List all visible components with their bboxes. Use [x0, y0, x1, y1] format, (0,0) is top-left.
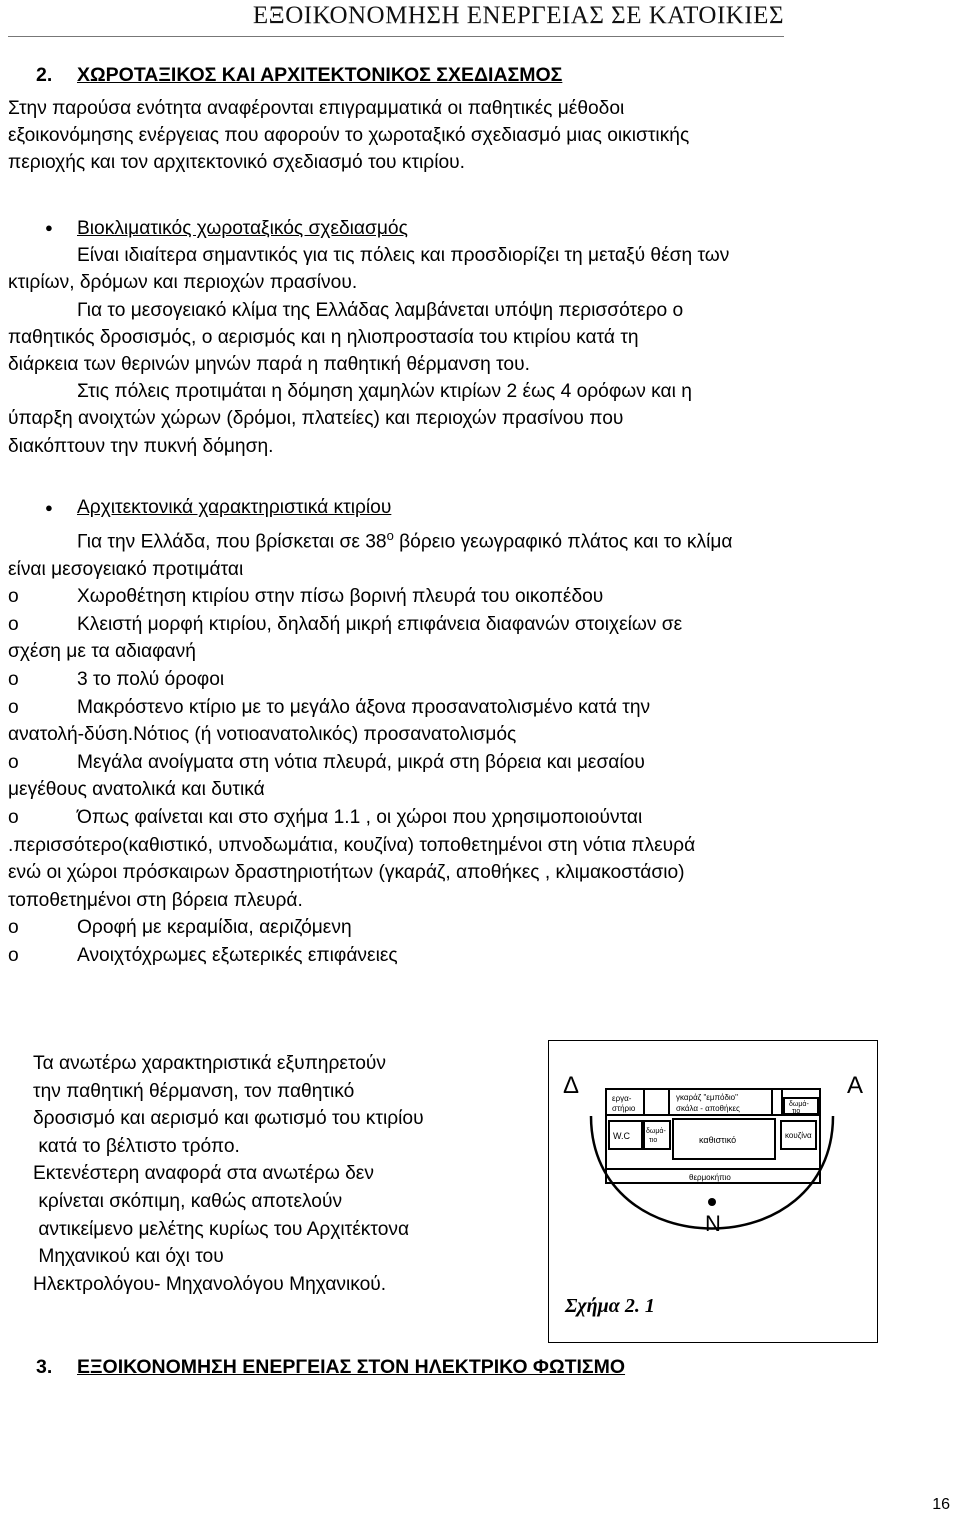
bullet-1-line: Είναι ιδιαίτερα σημαντικός για τις πόλεις και προσδιορίζει τη μεταξύ θέση των — [77, 245, 730, 267]
side-text-line: κρίνεται σκόπιμη, καθώς αποτελούν — [33, 1190, 343, 1212]
sub-item-cont: σχέση με τα αδιαφανή — [8, 641, 196, 663]
page-number: 16 — [932, 1496, 950, 1513]
intro-line: εξοικονόμησης ενέργειας που αφορούν το χωροταξικό σχεδιασμό μιας οικιστικής — [8, 125, 690, 147]
bullet-2 — [8, 494, 733, 969]
room-workshop-label: εργα- — [612, 1094, 632, 1103]
sub-item-text: Ανοιχτόχρωμες εξωτερικές επιφάνειες — [77, 944, 398, 966]
running-header: ΕΞΟΙΚΟΝΟΜΗΣΗ ΕΝΕΡΓΕΙΑΣ ΣΕ ΚΑΤΟΙΚΙΕΣ — [252, 2, 784, 29]
east-label: Α — [847, 1072, 864, 1099]
header-divider — [8, 36, 784, 37]
circle-marker: o — [8, 613, 19, 635]
room-bedroom-top-label: δωμά- — [789, 1101, 809, 1108]
room-garage-label: γκαράζ "εμπόδιο" — [676, 1093, 738, 1102]
section-3-title: ΕΞΟΙΚΟΝΟΜΗΣΗ ΕΝΕΡΓΕΙΑΣ ΣΤΟΝ ΗΛΕΚΤΡΙΚΟ ΦΩΤΙΣΜΟ — [77, 1356, 626, 1378]
south-label: Ν — [705, 1211, 721, 1236]
circle-marker: o — [8, 586, 19, 608]
side-text-line: κατά το βέλτιστο τρόπο. — [33, 1135, 240, 1157]
sub-item — [8, 611, 733, 639]
sub-item-text: Κλειστή μορφή κτιρίου, δηλαδή μικρή επιφάνεια διαφανών στοιχείων σε — [77, 613, 683, 635]
room-wc-label: W.C — [613, 1131, 630, 1141]
figure-side-text — [33, 1050, 424, 1298]
sub-item-cont: μεγέθους ανατολικά και δυτικά — [8, 779, 265, 801]
circle-marker: o — [8, 806, 19, 828]
sub-item — [8, 694, 733, 722]
sub-item-text: Οροφή με κεραμίδια, αεριζόμενη — [77, 917, 352, 939]
circle-marker: o — [8, 944, 19, 966]
sub-item-text: Μεγάλα ανοίγματα στη νότια πλευρά, μικρά στη βόρεια και μεσαίου — [77, 751, 645, 773]
west-label: Δ — [563, 1072, 580, 1099]
circle-marker: o — [8, 668, 19, 690]
bullet-1 — [8, 215, 729, 460]
bullet-1-line: Για το μεσογειακό κλίμα της Ελλάδας λαμβάνεται υπόψη περισσότερο ο — [77, 299, 684, 321]
latitude-text-cont: βόρειο γεωγραφικό πλάτος και το κλίμα — [393, 530, 733, 552]
section-3-number: 3. — [36, 1356, 53, 1378]
intro-paragraph — [8, 95, 689, 177]
degree-superscript: ο — [386, 527, 394, 543]
south-point — [708, 1198, 716, 1206]
side-text-line: Εκτενέστερη αναφορά στα ανωτέρω δεν — [33, 1163, 374, 1185]
bullet-1-line: κτιρίων, δρόμων και περιοχών πρασίνου. — [8, 272, 358, 294]
circle-marker: o — [8, 751, 19, 773]
side-text-line: Τα ανωτέρω χαρακτηριστικά εξυπηρετούν — [33, 1053, 387, 1074]
bullet-1-line: διάρκεια των θερινών μηνών παρά η παθητική θέρμανση του. — [8, 354, 530, 376]
sub-item — [8, 749, 733, 777]
figure-caption: Σχήμα 2. 1 — [565, 1295, 655, 1317]
side-text-line: δροσισμό και αερισμό και φωτισμό του κτιρίου — [33, 1108, 424, 1130]
bullet-1-line: παθητικός δροσισμός, ο αερισμός και η ηλιοπροστασία του κτιρίου κατά τη — [8, 326, 639, 348]
sub-item-cont: ενώ οι χώροι πρόσκαιρων δραστηριοτήτων (γκαράζ, αποθήκες , κλιμακοστάσιο) — [8, 862, 685, 884]
room-greenhouse-label: θερμοκήπιο — [689, 1173, 731, 1182]
sub-item-text: Χωροθέτηση κτιρίου στην πίσω βορινή πλευρά του οικοπέδου — [77, 586, 604, 608]
sub-item — [8, 583, 733, 611]
room-bedroom-mid-label: τιο — [649, 1137, 658, 1144]
latitude-text: Για την Ελλάδα, που βρίσκεται σε 38 — [77, 530, 387, 552]
bullet-1-line: διακόπτουν την πυκνή δόμηση. — [8, 435, 274, 457]
bullet-2-heading: Αρχιτεκτονικά χαρακτηριστικά κτιρίου — [77, 497, 392, 518]
side-text-line: αντικείμενο μελέτης κυρίως του Αρχιτέκτονα — [33, 1218, 410, 1240]
bullet-2-line-1 — [8, 522, 733, 556]
sub-item-text: 3 το πολύ όροφοι — [77, 668, 225, 690]
bullet-dot-icon: ● — [45, 500, 53, 515]
bullet-1-heading: Βιοκλιματικός χωροταξικός σχεδιασμός — [77, 218, 408, 239]
circle-marker: o — [8, 917, 19, 939]
room-bedroom-top-label: τιο — [792, 1108, 801, 1115]
section-2-heading — [36, 64, 562, 87]
room-workshop-label: στήριο — [612, 1104, 636, 1113]
section-2-title: ΧΩΡΟΤΑΞΙΚΟΣ ΚΑΙ ΑΡΧΙΤΕΚΤΟΝΙΚΟΣ ΣΧΕΔΙΑΣΜΟΣ — [77, 64, 563, 86]
sub-item-text: Μακρόστενο κτίριο με το μεγάλο άξονα προσανατολισμένο κατά την — [77, 696, 651, 718]
circle-marker: o — [8, 696, 19, 718]
section-3-heading — [36, 1356, 625, 1379]
sub-item-cont: ανατολή-δύση.Νότιος (ή νοτιοανατολικός) προσανατολισμός — [8, 724, 517, 746]
intro-line: περιοχής και τον αρχιτεκτονικό σχεδιασμό του κτιρίου. — [8, 152, 465, 174]
sub-item — [8, 914, 733, 942]
sub-item-cont: τοποθετημένοι στη βόρεια πλευρά. — [8, 889, 303, 911]
room-kitchen-label: κουζίνα — [785, 1131, 812, 1140]
sub-item-cont: .περισσότερο(καθιστικό, υπνοδωμάτια, κουζίνα) τοποθετημένοι στη νότια πλευρά — [8, 834, 696, 856]
side-text-line: Μηχανικού και όχι του — [33, 1246, 224, 1268]
bullet-dot-icon: ● — [45, 220, 53, 235]
side-text-line: την παθητική θέρμανση, τον παθητικό — [33, 1080, 355, 1102]
room-garage-label: σκάλα - αποθήκες — [676, 1104, 740, 1113]
sub-item — [8, 942, 733, 970]
sub-item — [8, 804, 733, 832]
room-living-label: καθιστικό — [699, 1135, 737, 1145]
intro-line: Στην παρούσα ενότητα αναφέρονται επιγραμματικά οι παθητικές μέθοδοι — [8, 98, 625, 119]
sub-item — [8, 666, 733, 694]
room-bedroom-mid-label: δωμά- — [646, 1128, 666, 1135]
bullet-2-line-2: είναι μεσογειακό προτιμάται — [8, 558, 244, 580]
section-2-number: 2. — [36, 64, 53, 86]
bullet-1-line: Στις πόλεις προτιμάται η δόμηση χαμηλών κτιρίων 2 έως 4 ορόφων και η — [77, 381, 692, 403]
sub-item-text: Όπως φαίνεται και στο σχήμα 1.1 , οι χώροι που χρησιμοποιούνται — [77, 806, 643, 828]
bullet-1-line: ύπαρξη ανοιχτών χώρων (δρόμοι, πλατείες) και περιοχών πρασίνου που — [8, 408, 624, 430]
side-text-line: Ηλεκτρολόγου- Μηχανολόγου Μηχανικού. — [33, 1273, 387, 1295]
